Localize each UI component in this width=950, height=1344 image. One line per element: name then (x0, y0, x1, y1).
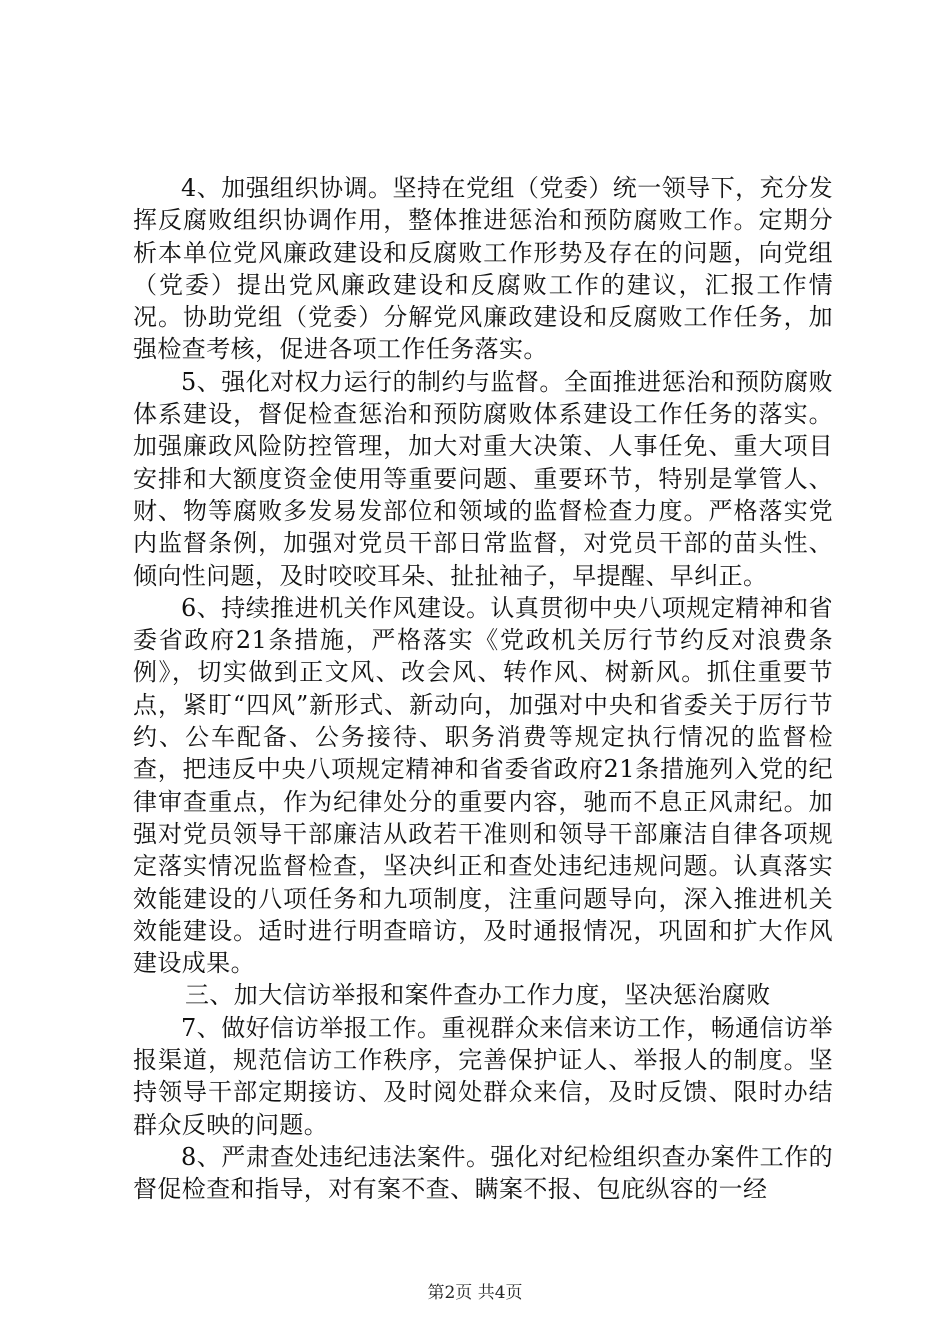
paragraph-7: 7、做好信访举报工作。重视群众来信来访工作，畅通信访举报渠道，规范信访工作秩序，完善保护证人、举报人的制度。坚持领导干部定期接访、及时阅处群众来信，及时反馈、限时办结群众反映的问题。 (133, 1013, 833, 1139)
document-body (133, 172, 833, 1206)
page-footer (0, 1278, 950, 1303)
page-total: 共4页 (477, 1283, 523, 1303)
paragraph-4: 4、加强组织协调。坚持在党组（党委）统一领导下，充分发挥反腐败组织协调作用，整体推进惩治和预防腐败工作。定期分析本单位党风廉政建设和反腐败工作形势及存在的问题，向党组（党委）提出党风廉政建设和反腐败工作的建议，汇报工作情况。协助党组（党委）分解党风廉政建设和反腐败工作任务，加强检查考核，促进各项工作任务落实。 (133, 174, 833, 364)
paragraph-5: 5、强化对权力运行的制约与监督。全面推进惩治和预防腐败体系建设，督促检查惩治和预防腐败体系建设工作任务的落实。加强廉政风险防控管理，加大对重大决策、人事任免、重大项目安排和大额度资金使用等重要问题、重要环节，特别是掌管人、财、物等腐败多发易发部位和领域的监督检查力度。严格落实党内监督条例，加强对党员干部日常监督，对党员干部的苗头性、倾向性问题，及时咬咬耳朵、扯扯袖子，早提醒、早纠正。 (133, 367, 833, 590)
page-number: 第2页 (427, 1283, 473, 1303)
paragraph-8: 8、严肃查处违纪违法案件。强化对纪检组织查办案件工作的督促检查和指导，对有案不查、瞒案不报、包庇纵容的一经 (133, 1142, 833, 1204)
paragraph-6: 6、持续推进机关作风建设。认真贯彻中央八项规定精神和省委省政府21条措施，严格落实《党政机关厉行节约反对浪费条例》，切实做到正文风、改会风、转作风、树新风。抓住重要节点，紧盯“四风”新形式、新动向，加强对中央和省委关于厉行节约、公车配备、公务接待、职务消费等规定执行情况的监督检查，把违反中央八项规定精神和省委省政府21条措施列入党的纪律审查重点，作为纪律处分的重要内容，驰而不息正风肃纪。加强对党员领导干部廉洁从政若干准则和领导干部廉洁自律各项规定落实情况监督检查，坚决纠正和查处违纪违规问题。认真落实效能建设的八项任务和九项制度，注重问题导向，深入推进机关效能建设。适时进行明查暗访，及时通报情况，巩固和扩大作风建设成果。 (133, 593, 833, 978)
section-heading-3: 三、加大信访举报和案件查办工作力度，坚决惩治腐败 (185, 981, 771, 1010)
